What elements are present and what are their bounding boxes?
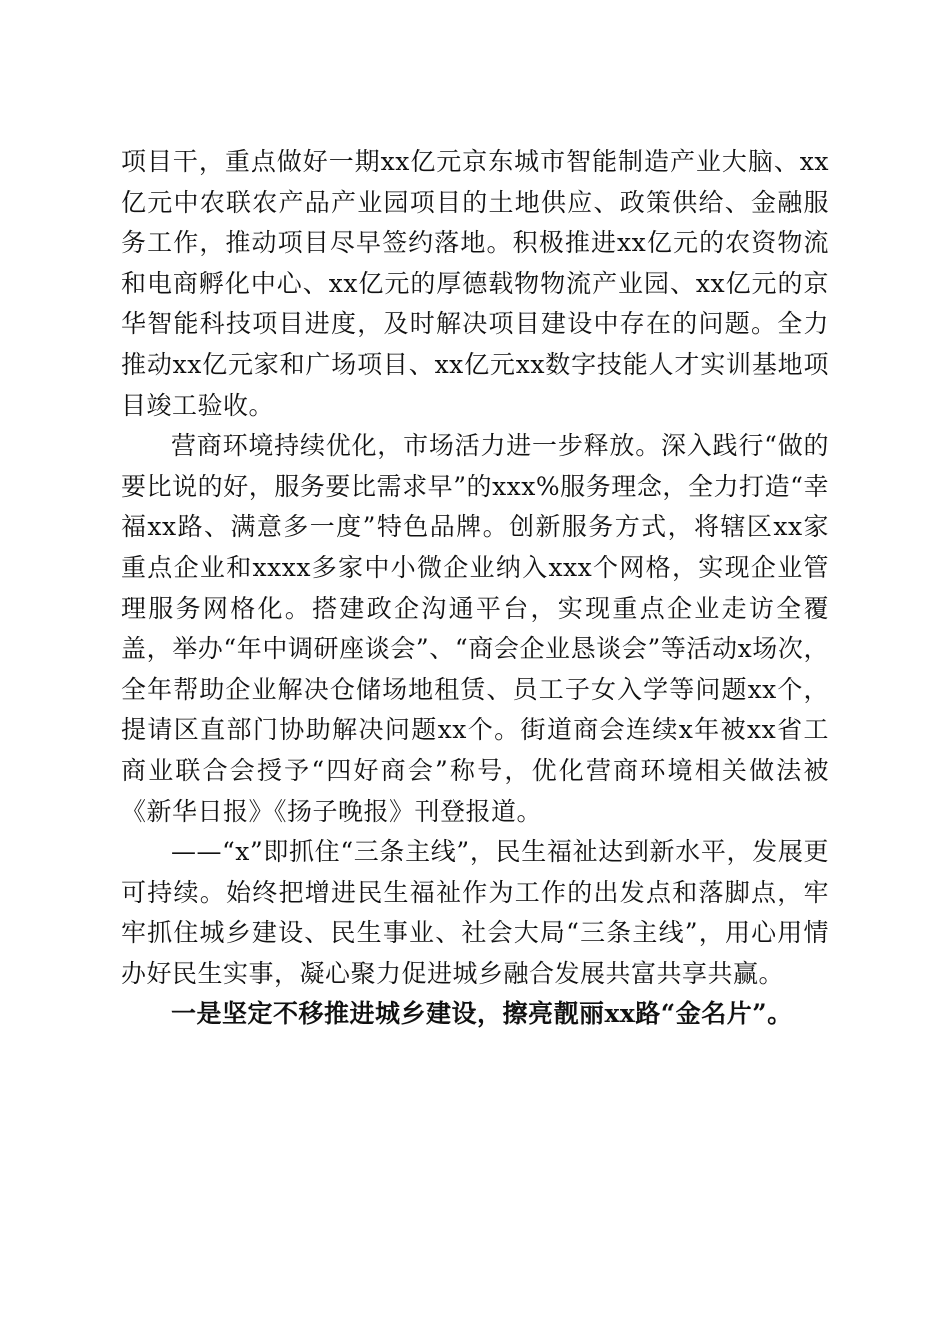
paragraph-three-main-lines: ——“x”即抓住“三条主线”，民生福祉达到新水平，发展更可持续。始终把增进民生福祉作为工作的出发点和落脚点，牢牢抓住城乡建设、民生事业、社会大局“三条主线”，用心用情办好民生实事，凝心聚力促进城乡融合发展共富共享共赢。 xyxy=(121,837,829,988)
paragraph-business-environment: 营商环境持续优化，市场活力进一步释放。深入践行“做的要比说的好，服务要比需求早”的xxx%服务理念，全力打造“幸福xx路、满意多一度”特色品牌。创新服务方式，将辖区xx家重点企业和xxxx多家中小微企业纳入xxx个网格，实现企业管理服务网格化。搭建政企沟通平台，实现重点企业走访全覆盖，举办“年中调研座谈会”、“商会企业恳谈会”等活动x场次，全年帮助企业解决仓储场地租赁、员工子女入学等问题xx个，提请区直部门协助解决问题xx个。街道商会连续x年被xx省工商业联合会授予“四好商会”称号，优化营商环境相关做法被《新华日报》《扬子晚报》刊登报道。 xyxy=(121,431,829,826)
paragraph-urban-rural-construction-heading: 一是坚定不移推进城乡建设，擦亮靓丽xx路“金名片”。 xyxy=(171,999,793,1029)
document-body xyxy=(121,142,829,1035)
paragraph-project-list: 项目干，重点做好一期xx亿元京东城市智能制造产业大脑、xx亿元中农联农产品产业园项目的土地供应、政策供给、金融服务工作，推动项目尽早签约落地。积极推进xx亿元的农资物流和电商孵化中心、xx亿元的厚德载物物流产业园、xx亿元的京华智能科技项目进度，及时解决项目建设中存在的问题。全力推动xx亿元家和广场项目、xx亿元xx数字技能人才实训基地项目竣工验收。 xyxy=(121,147,829,420)
